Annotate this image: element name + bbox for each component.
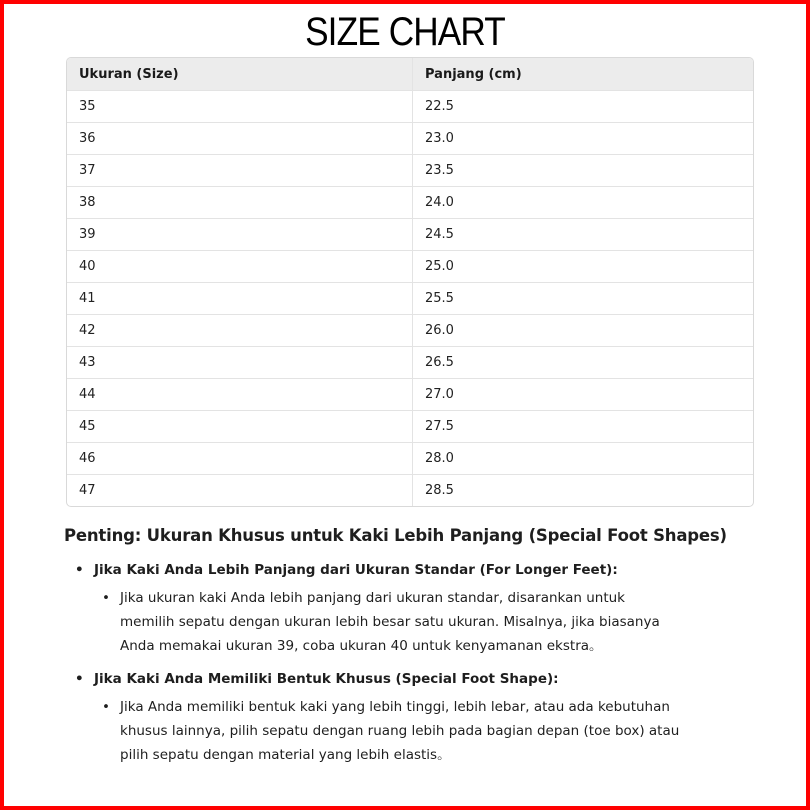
note-item-detail: • Jika ukuran kaki Anda lebih panjang dari ukuran standar, disarankan untuk memilih sepatu dengan ukuran lebih besar satu ukuran. Misalnya, jika biasanya Anda memakai ukuran 39, coba ukuran 40 untuk kenyamanan ekstra。 [64,586,680,658]
table-row [67,379,753,411]
length-cell: 28.0 [413,443,754,475]
table-row [67,155,753,187]
length-cell: 22.5 [413,91,754,123]
note-item-label: • Jika Kaki Anda Memiliki Bentuk Khusus (Special Foot Shape): [64,668,764,690]
table-row [67,219,753,251]
length-cell: 26.0 [413,315,754,347]
table-row [67,123,753,155]
length-cell: 23.5 [413,155,754,187]
table-row [67,283,753,315]
size-cell: 44 [67,379,413,411]
table-row [67,91,753,123]
table-row [67,187,753,219]
table-row [67,475,753,507]
length-cell: 25.0 [413,251,754,283]
table-row [67,251,753,283]
length-cell: 26.5 [413,347,754,379]
size-cell: 40 [67,251,413,283]
notes-heading: Penting: Ukuran Khusus untuk Kaki Lebih Panjang (Special Foot Shapes) [64,526,727,545]
size-table [67,58,753,506]
length-cell: 27.5 [413,411,754,443]
size-cell: 45 [67,411,413,443]
notes-section [64,522,764,767]
column-header-size: Ukuran (Size) [67,58,413,91]
size-cell: 39 [67,219,413,251]
note-item-label: • Jika Kaki Anda Lebih Panjang dari Ukuran Standar (For Longer Feet): [64,559,764,581]
table-row [67,443,753,475]
size-cell: 38 [67,187,413,219]
size-cell: 35 [67,91,413,123]
length-cell: 24.0 [413,187,754,219]
page-title: SIZE CHART [305,10,505,54]
table-row [67,411,753,443]
size-cell: 47 [67,475,413,507]
length-cell: 24.5 [413,219,754,251]
size-cell: 46 [67,443,413,475]
table-row [67,315,753,347]
size-cell: 43 [67,347,413,379]
length-cell: 27.0 [413,379,754,411]
length-cell: 23.0 [413,123,754,155]
size-table-container [66,57,754,507]
size-cell: 36 [67,123,413,155]
size-cell: 42 [67,315,413,347]
table-header-row [67,58,753,91]
length-cell: 28.5 [425,483,454,498]
size-cell: 37 [67,155,413,187]
column-header-length: Panjang (cm) [413,58,754,91]
note-item-detail: • Jika Anda memiliki bentuk kaki yang lebih tinggi, lebih lebar, atau ada kebutuhan khusus lainnya, pilih sepatu dengan ruang lebih pada bagian depan (toe box) atau pilih sepatu dengan material yang lebih elastis。 [64,695,680,767]
length-cell: 25.5 [413,283,754,315]
table-row [67,347,753,379]
size-cell: 41 [67,283,413,315]
